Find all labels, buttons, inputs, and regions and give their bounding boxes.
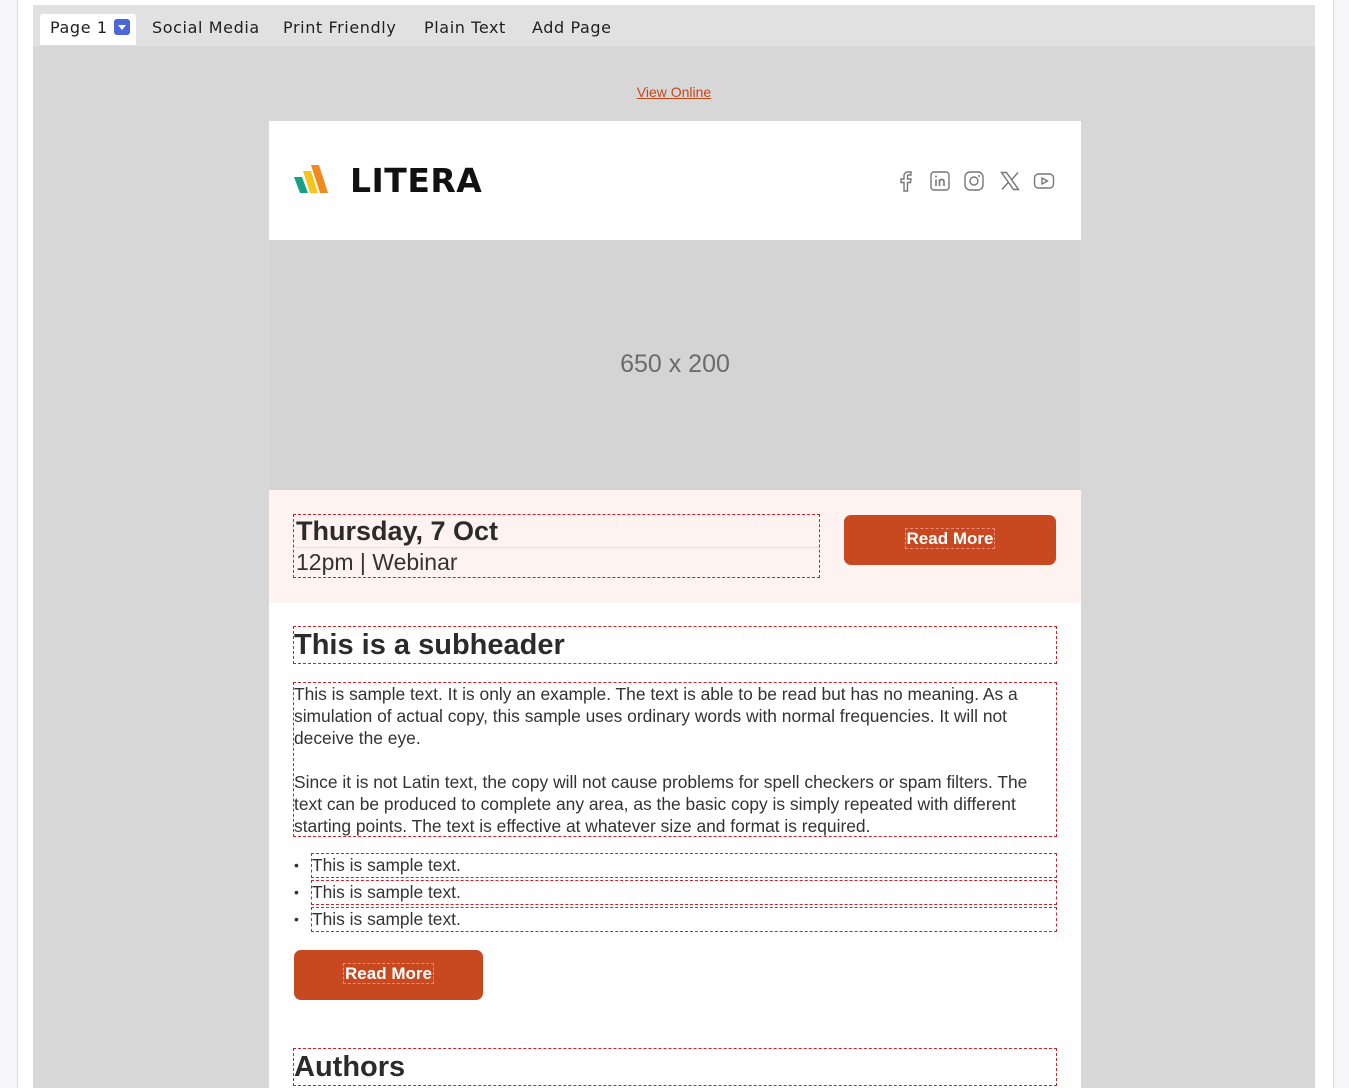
tab-add-page[interactable]: Add Page bbox=[532, 18, 612, 37]
read-more-button[interactable] bbox=[294, 950, 483, 1000]
tab-page-1[interactable] bbox=[40, 14, 136, 45]
hero-image-placeholder[interactable] bbox=[269, 240, 1081, 490]
tab-print-friendly[interactable]: Print Friendly bbox=[283, 18, 397, 37]
facebook-icon[interactable] bbox=[894, 169, 918, 193]
bullet-icon: • bbox=[294, 911, 299, 927]
page-tabs bbox=[33, 5, 1315, 46]
list-item bbox=[294, 881, 1056, 904]
list-item-text[interactable]: This is sample text. bbox=[312, 854, 1056, 877]
event-banner bbox=[269, 490, 1081, 603]
event-text-block[interactable] bbox=[294, 515, 819, 577]
paragraph: This is sample text. It is only an example. The text is able to be read but has no meaning. As a simulation of actual copy, this sample uses ordinary words with normal frequencies. It will not deceive the eye. bbox=[294, 684, 1018, 748]
view-online-link[interactable]: View Online bbox=[636, 84, 712, 100]
bullet-icon: • bbox=[294, 857, 299, 873]
editor-canvas bbox=[33, 46, 1315, 1088]
bullet-icon: • bbox=[294, 884, 299, 900]
instagram-icon[interactable] bbox=[962, 169, 986, 193]
event-read-more-button[interactable] bbox=[844, 515, 1056, 565]
event-time-type: 12pm | Webinar bbox=[296, 549, 458, 575]
bullet-list bbox=[294, 854, 1056, 935]
tab-plain-text[interactable]: Plain Text bbox=[424, 18, 506, 37]
tab-label: Page 1 bbox=[50, 18, 108, 37]
tab-social-media[interactable]: Social Media bbox=[152, 18, 260, 37]
email-header[interactable] bbox=[269, 121, 1081, 240]
button-label: Read More bbox=[345, 964, 432, 983]
divider bbox=[294, 547, 819, 548]
event-date: Thursday, 7 Oct bbox=[296, 516, 499, 546]
body-text-block[interactable] bbox=[294, 683, 1056, 836]
litera-logo bbox=[294, 161, 483, 200]
list-item bbox=[294, 854, 1056, 877]
list-item-text[interactable]: This is sample text. bbox=[312, 881, 1056, 904]
list-item-text[interactable]: This is sample text. bbox=[312, 908, 1056, 931]
youtube-icon[interactable] bbox=[1032, 169, 1056, 193]
paragraph: Since it is not Latin text, the copy will not cause problems for spell checkers or spam filters. The text can be produced to complete any area, as the basic copy is simply repeated with different starting points. The text is effective at whatever size and format is required. bbox=[294, 772, 1028, 836]
authors-heading[interactable]: Authors bbox=[294, 1049, 1056, 1085]
logo-text: LITERA bbox=[350, 161, 483, 200]
hero-dimensions-label: 650 x 200 bbox=[620, 350, 730, 378]
x-icon[interactable] bbox=[998, 169, 1022, 193]
list-item bbox=[294, 908, 1056, 931]
subheader[interactable]: This is a subheader bbox=[294, 627, 1056, 663]
chevron-down-icon[interactable] bbox=[114, 19, 130, 35]
logo-mark-icon bbox=[294, 163, 346, 199]
email-body bbox=[269, 121, 1081, 1088]
linkedin-icon[interactable] bbox=[928, 169, 952, 193]
button-label: Read More bbox=[906, 529, 994, 548]
